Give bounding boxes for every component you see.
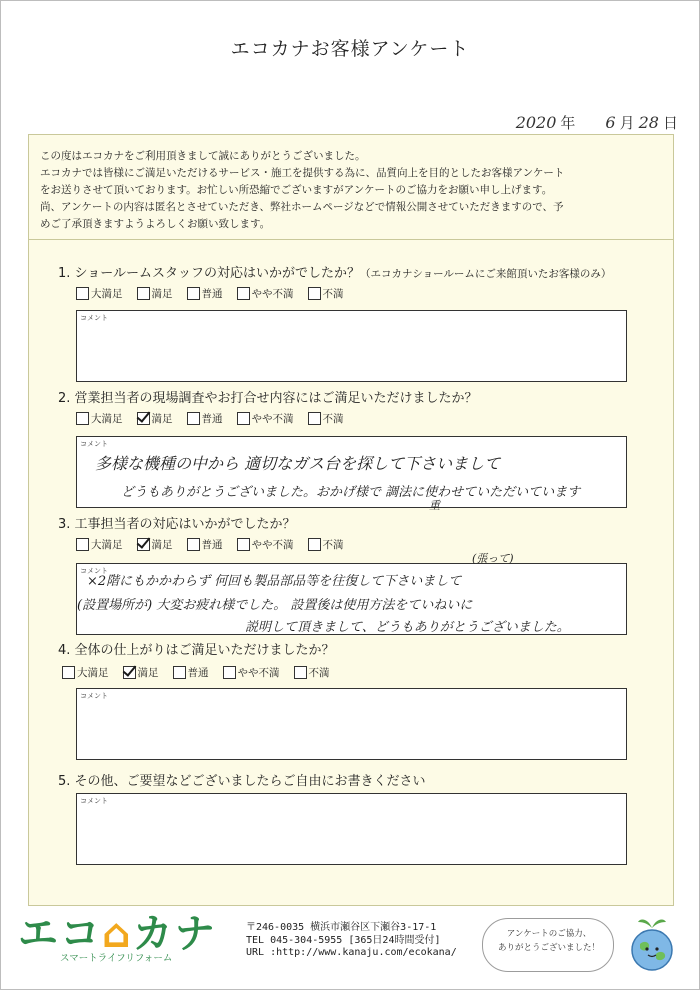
choice-option[interactable] (62, 665, 109, 680)
date-day-label: 日 (662, 114, 678, 132)
question-1-note: （エコカナショールームにご来館頂いたお客様のみ） (360, 268, 612, 280)
question-3-comment-line: ×2階にもかかわらず 何回も製品部品等を往復して下さいまして (87, 574, 462, 589)
choice-option[interactable] (308, 411, 344, 426)
checkbox[interactable] (62, 666, 75, 679)
choice-option[interactable] (308, 537, 344, 552)
choice-label: やや不満 (237, 667, 280, 679)
survey-date (516, 112, 682, 133)
checkbox[interactable] (223, 666, 236, 679)
question-4-text: 4. 全体の仕上がりはご満足いただけましたか？ (58, 643, 335, 658)
question-5-comment-box[interactable] (76, 793, 627, 865)
checkbox[interactable] (237, 412, 250, 425)
choice-label: 普通 (201, 539, 223, 551)
checkbox[interactable] (137, 287, 150, 300)
date-year: 2020 (515, 113, 557, 132)
question-1-choices (76, 286, 344, 301)
comment-label: コメント (80, 314, 108, 322)
choice-label: 不満 (308, 667, 330, 679)
question-2 (58, 387, 478, 406)
choice-option[interactable] (137, 537, 173, 552)
choice-option[interactable] (308, 286, 344, 301)
choice-label: 大満足 (77, 667, 109, 679)
choice-option[interactable] (294, 665, 330, 680)
checkbox[interactable] (137, 412, 150, 425)
intro-line: 尚、アンケートの内容は匿名とさせていただき、弊社ホームページなどで情報公開させていただきますので、予 (40, 201, 564, 213)
intro-divider (28, 239, 674, 240)
choice-label: 普通 (201, 288, 223, 300)
choice-label: 不満 (322, 413, 344, 425)
checkbox[interactable] (187, 412, 200, 425)
checkbox[interactable] (294, 666, 307, 679)
choice-label: やや不満 (251, 539, 294, 551)
choice-option[interactable] (76, 411, 123, 426)
choice-label: 満足 (151, 288, 173, 300)
house-icon: ⌂ (102, 911, 133, 957)
checkbox[interactable] (237, 538, 250, 551)
globe-mascot-icon (622, 914, 682, 976)
question-2-comment-box[interactable] (76, 436, 627, 512)
choice-label: 大満足 (91, 539, 123, 551)
question-3-comment-box[interactable] (76, 552, 627, 635)
checkbox[interactable] (187, 287, 200, 300)
choice-label: 満足 (137, 667, 159, 679)
choice-label: 普通 (187, 667, 209, 679)
choice-label: やや不満 (251, 288, 294, 300)
choice-option[interactable] (237, 411, 294, 426)
company-address (246, 922, 457, 960)
address-line: 〒246-0035 横浜市瀬谷区下瀬谷3-17-1 (246, 922, 437, 933)
comment-label: コメント (80, 797, 108, 805)
question-4 (58, 639, 335, 658)
date-month-label: 月 (619, 114, 635, 132)
comment-label: コメント (80, 440, 108, 448)
checkbox[interactable] (123, 666, 136, 679)
choice-label: 大満足 (91, 413, 123, 425)
intro-text (40, 148, 670, 233)
question-2-comment-line: 重 (429, 499, 440, 512)
question-5-text: 5. その他、ご要望などございましたらご自由にお書きください (58, 774, 426, 789)
choice-label: 不満 (322, 539, 344, 551)
bubble-line: アンケートのご協力、 (506, 929, 592, 939)
question-2-text: 2. 営業担当者の現場調査やお打合せ内容にはご満足いただけましたか？ (58, 391, 478, 406)
choice-option[interactable] (187, 537, 223, 552)
choice-option[interactable] (123, 665, 159, 680)
choice-option[interactable] (137, 286, 173, 301)
logo-tagline: スマートライフリフォーム (60, 953, 173, 964)
date-month: 6 (605, 113, 616, 132)
logo-text-left: エコ (18, 911, 102, 957)
checkbox[interactable] (308, 538, 321, 551)
logo-text-right: カナ (132, 911, 217, 957)
question-3-comment-line: (設置場所が) 大変お疲れ様でした。 設置後は使用方法をていねいに (77, 598, 473, 613)
choice-option[interactable] (223, 665, 280, 680)
choice-option[interactable] (137, 411, 173, 426)
choice-label: 不満 (322, 288, 344, 300)
choice-label: 普通 (201, 413, 223, 425)
checkbox[interactable] (237, 287, 250, 300)
question-3-text: 3. 工事担当者の対応はいかがでしたか？ (58, 517, 296, 532)
checkbox[interactable] (76, 412, 89, 425)
choice-label: 満足 (151, 413, 173, 425)
question-2-choices (76, 411, 344, 426)
question-4-choices (62, 665, 330, 680)
choice-option[interactable] (237, 286, 294, 301)
bubble-line: ありがとうございました！ (497, 943, 600, 953)
intro-line: エコカナでは皆様にご満足いただけるサービス・施工を提供する為に、品質向上を目的としたお客様アンケート (40, 167, 565, 179)
choice-label: 満足 (151, 539, 173, 551)
question-3 (58, 513, 296, 532)
intro-line: この度はエコカナをご利用頂きまして誠にありがとうございました。 (40, 150, 366, 162)
address-line: TEL 045-304-5955 [365日24時間受付] (246, 934, 441, 946)
question-3-comment-line: (張って) (472, 552, 514, 565)
comment-label: コメント (80, 692, 108, 700)
choice-option[interactable] (173, 665, 209, 680)
page-title: エコカナお客様アンケート (230, 38, 470, 60)
thanks-bubble-text (494, 927, 604, 955)
question-1-text: 1. ショールームスタッフの対応はいかがでしたか？ (58, 266, 361, 281)
question-2-comment-line: 多様な機種の中から 適切なガス台を探して下さいまして (95, 454, 501, 473)
address-line: URL :http://www.kanaju.com/ecokana/ (246, 947, 457, 958)
choice-option[interactable] (76, 286, 123, 301)
choice-label: やや不満 (251, 413, 294, 425)
intro-line: をお送りさせて頂いております。お忙しい所恐縮でございますがアンケートのご協力をお願い申し上げます。 (40, 184, 553, 196)
choice-option[interactable] (187, 286, 223, 301)
choice-label: 大満足 (91, 288, 123, 300)
question-5 (58, 770, 426, 789)
checkbox[interactable] (137, 538, 150, 551)
checkbox[interactable] (173, 666, 186, 679)
question-3-comment-line: 説明して頂きまして、どうもありがとうございました。 (245, 620, 570, 635)
choice-option[interactable] (76, 537, 123, 552)
date-year-label: 年 (560, 114, 576, 132)
question-1-comment-box[interactable] (76, 310, 627, 382)
checkbox[interactable] (76, 538, 89, 551)
date-day: 28 (638, 113, 659, 132)
choice-option[interactable] (187, 411, 223, 426)
question-1 (58, 262, 611, 281)
checkbox[interactable] (187, 538, 200, 551)
question-2-comment-line: どうもありがとうございました。おかげ様で 調法に使わせていただいています (121, 485, 581, 500)
intro-line: めご了承頂きますようよろしくお願い致します。 (40, 218, 271, 230)
question-4-comment-box[interactable] (76, 688, 627, 760)
choice-option[interactable] (237, 537, 294, 552)
checkbox[interactable] (76, 287, 89, 300)
comment-label: コメント (80, 567, 108, 575)
checkbox[interactable] (308, 287, 321, 300)
question-3-choices (76, 537, 344, 552)
checkbox[interactable] (308, 412, 321, 425)
